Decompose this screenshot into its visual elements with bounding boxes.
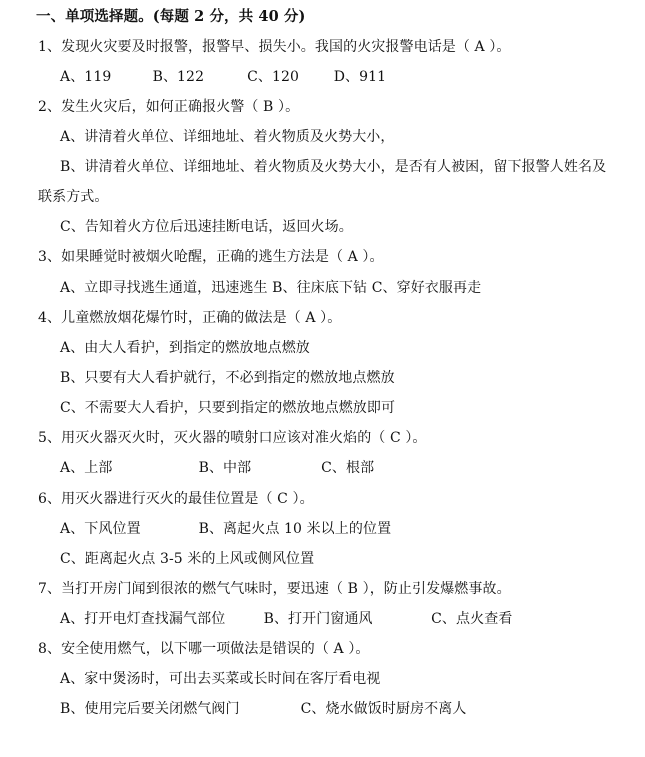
q1-option-a: A、119	[60, 69, 112, 85]
question-1-options	[60, 68, 386, 86]
q4-option-a: A、由大人看护，到指定的燃放地点燃放	[60, 340, 310, 356]
question-2-stem: 2、发生火灾后，如何正确报火警（ B ）。	[38, 99, 300, 115]
q7-option-b: B、打开门窗通风	[263, 611, 373, 627]
q4-option-c: C、不需要大人看护，只要到指定的燃放地点燃放即可	[60, 400, 396, 416]
question-7-options	[60, 610, 512, 628]
question-1-stem: 1、发现火灾要及时报警，报警早、损失小。我国的火灾报警电话是（ A ）。	[38, 39, 511, 55]
section-title: 一、单项选择题。(每题 2 分，共 40 分)	[36, 8, 306, 25]
q8-option-c: C、烧水做饭时厨房不离人	[300, 701, 467, 717]
question-8-stem: 8、安全使用燃气，以下哪一项做法是错误的（ A ）。	[38, 641, 370, 657]
question-7-stem: 7、当打开房门闻到很浓的燃气气味时，要迅速（ B ），防止引发爆燃事故。	[38, 581, 511, 597]
question-5-stem: 5、用灭火器灭火时，灭火器的喷射口应该对准火焰的（ C ）。	[38, 430, 427, 446]
q5-option-a: A、上部	[60, 460, 113, 476]
q1-option-d: D、911	[333, 69, 387, 85]
q5-option-b: B、中部	[198, 460, 252, 476]
q7-option-c: C、点火查看	[431, 611, 513, 627]
q5-option-c: C、根部	[321, 460, 375, 476]
q6-option-b: B、离起火点 10 米以上的位置	[198, 521, 392, 537]
question-6-stem: 6、用灭火器进行灭火的最佳位置是（ C ）。	[38, 491, 314, 507]
q1-option-c: C、120	[247, 69, 300, 85]
question-3-stem: 3、如果睡觉时被烟火呛醒，正确的逃生方法是（ A ）。	[38, 249, 384, 265]
q3-options: A、立即寻找逃生通道，迅速逃生 B、往床底下钻 C、穿好衣服再走	[60, 280, 482, 296]
question-8-options	[60, 700, 466, 718]
question-6-options	[60, 520, 391, 538]
q6-option-c: C、距离起火点 3-5 米的上风或侧风位置	[60, 551, 315, 567]
q2-option-c: C、告知着火方位后迅速挂断电话，返回火场。	[60, 219, 353, 235]
q8-option-b: B、使用完后要关闭燃气阀门	[60, 701, 240, 717]
q2-option-a: A、讲清着火单位、详细地址、着火物质及火势大小，	[60, 129, 395, 145]
q7-option-a: A、打开电灯查找漏气部位	[60, 611, 226, 627]
q1-option-b: B、122	[152, 69, 205, 85]
question-5-options	[60, 459, 374, 477]
question-4-stem: 4、儿童燃放烟花爆竹时，正确的做法是（ A ）。	[38, 310, 342, 326]
q6-option-a: A、下风位置	[60, 521, 141, 537]
q8-option-a: A、家中煲汤时，可出去买菜或长时间在客厅看电视	[60, 671, 381, 687]
q2-option-b-line-1: B、讲清着火单位、详细地址、着火物质及火势大小，是否有人被困，留下报警人姓名及	[60, 159, 607, 175]
q4-option-b: B、只要有大人看护就行，不必到指定的燃放地点燃放	[60, 370, 395, 386]
q2-option-b-line-2: 联系方式。	[38, 189, 109, 205]
